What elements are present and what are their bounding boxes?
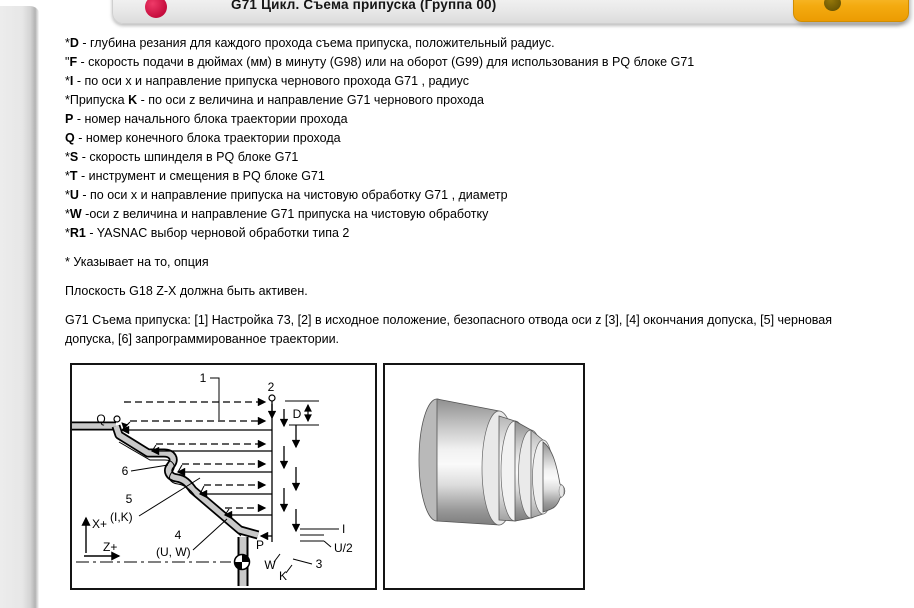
- diagram-label-P: P: [255, 538, 265, 552]
- diagram-label-5: 5: [125, 492, 133, 506]
- note-plane: Плоскость G18 Z-X должна быть активен.: [65, 284, 308, 298]
- diagram-label-3: 3: [315, 557, 323, 571]
- point-Q-marker: [114, 416, 120, 422]
- collapse-button-icon: [824, 0, 841, 11]
- diagram-label-U2: U/2: [334, 541, 353, 555]
- diagram-label-Xplus: X+: [92, 517, 108, 531]
- diagram-label-Zplus: Z+: [103, 540, 118, 554]
- param-line-D: *D - глубина резания для каждого прохода съема припуска, положительный радиус.: [65, 36, 555, 50]
- diagram-label-Q: Q: [96, 412, 106, 426]
- background-window-edge: [0, 6, 40, 608]
- param-line-I: *I - по оси x и направление припуска чернового прохода G71 , радиус: [65, 74, 469, 88]
- diagram-label-W: W: [264, 558, 276, 572]
- param-line-W: *W -оси z величина и направление G71 припуска на чистовую обработку: [65, 207, 489, 221]
- diagram-label-1: 1: [199, 371, 207, 385]
- depth-dimension: [285, 401, 319, 425]
- note-option: * Указывает на то, опция: [65, 255, 209, 269]
- diagram-label-UW: (U, W): [156, 545, 191, 559]
- diagram-label-K: K: [278, 569, 288, 583]
- diagram-label-I: I: [342, 522, 346, 536]
- param-line-K: *Припуска K - по оси z величина и направление G71 чернового прохода: [65, 93, 484, 107]
- figure-panel-toolpath: [70, 363, 377, 590]
- turned-part: [419, 399, 565, 525]
- toolpath-diagram: [72, 365, 375, 588]
- param-line-S: *S - скорость шпинделя в PQ блоке G71: [65, 150, 299, 164]
- param-line-F: "F - скорость подачи в дюймах (мм) в минуту (G98) или на оборот (G99) для использования в PQ блоке G71: [65, 55, 695, 69]
- stepdown-moves: [272, 401, 296, 542]
- param-line-R1: *R1 - YASNAC выбор черновой обработки типа 2: [65, 226, 350, 240]
- param-line-U: *U - по оси x и направление припуска на чистовую обработку G71 , диаметр: [65, 188, 508, 202]
- param-line-P: P - номер начального блока траектории прохода: [65, 112, 348, 126]
- diagram-label-6: 6: [121, 464, 129, 478]
- collapse-button[interactable]: [793, 0, 909, 22]
- topic-body-text: [65, 34, 913, 349]
- page-title: G71 Цикл. Съема припуска (Группа 00): [231, 0, 497, 12]
- part-render: [385, 365, 583, 588]
- diagram-label-IK: (I,K): [110, 510, 133, 524]
- topic-dot-icon: [145, 0, 167, 18]
- param-line-T: *T - инструмент и смещения в PQ блоке G71: [65, 169, 325, 183]
- diagram-label-2: 2: [267, 380, 275, 394]
- topic-header-bar: [112, 0, 907, 24]
- point-2-marker: [269, 395, 275, 401]
- part-zero-icon: [235, 555, 250, 570]
- diagram-label-4: 4: [174, 528, 182, 542]
- figure-panel-part: [383, 363, 585, 590]
- retract-moves: [122, 422, 229, 515]
- figure-caption: G71 Съема припуска: [1] Настройка 73, [2] в исходное положение, безопасного отвода оси z [3], [4] окончания допуска, [5] черновая допуска, [6] запрограммированное траектории.: [65, 313, 833, 346]
- diagram-label-D: D: [292, 407, 302, 421]
- param-line-Q: Q - номер конечного блока траектории прохода: [65, 131, 341, 145]
